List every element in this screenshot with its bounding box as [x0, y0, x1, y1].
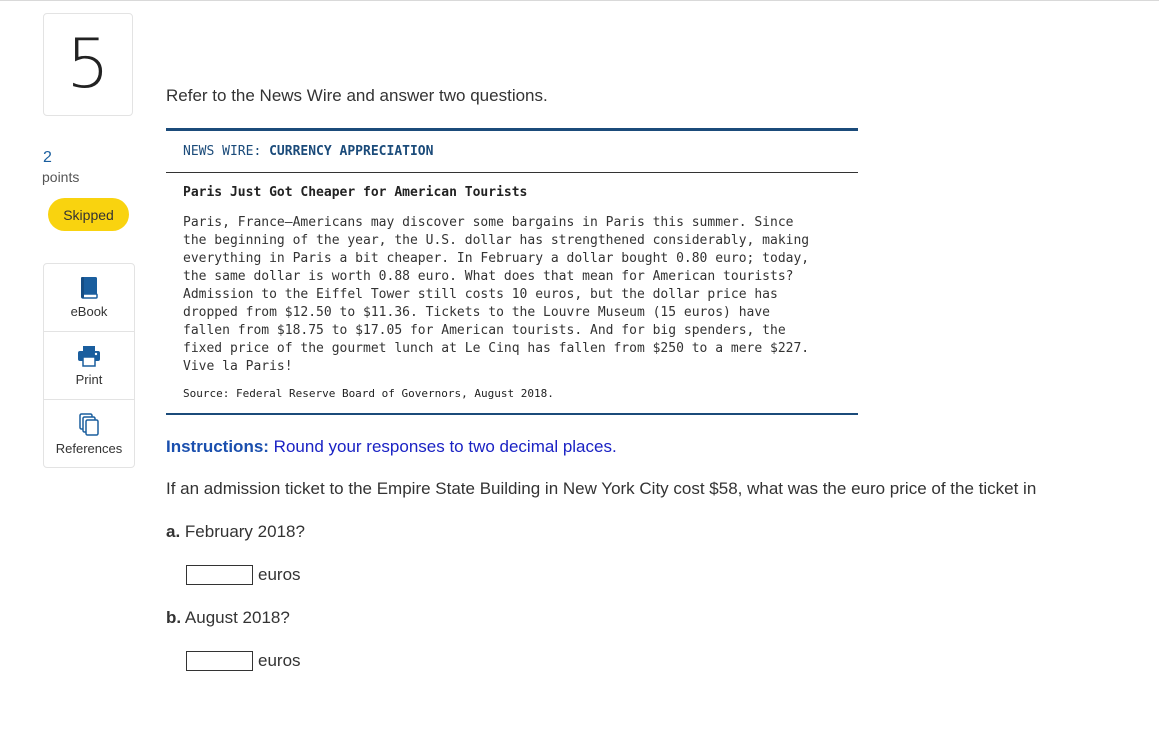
question-number: 5 — [66, 24, 110, 104]
status-badge: Skipped — [48, 198, 129, 231]
news-wire-header — [183, 144, 433, 159]
question-number-box — [43, 13, 133, 116]
part-b-text: August 2018? — [181, 608, 290, 627]
ebook-label: eBook — [70, 304, 108, 319]
part-b-letter: b. — [166, 608, 182, 627]
printer-icon — [77, 344, 101, 368]
intro-text: Refer to the News Wire and answer two questions. — [166, 86, 548, 105]
points-label: points — [42, 169, 80, 185]
references-button[interactable] — [44, 400, 134, 468]
instructions — [166, 437, 617, 457]
news-wire-label: NEWS WIRE: — [183, 144, 270, 159]
part-a-letter: a. — [166, 522, 181, 541]
part-a-answer — [186, 565, 301, 585]
part-a-text: February 2018? — [180, 522, 305, 541]
part-a-label — [166, 522, 305, 542]
news-wire-body: Paris, France—Americans may discover some bargains in Paris this summer. Since the beginning of the year, the U.S. dollar has strengthened considerably, making everything in Paris a bit cheaper. In February a dollar bought 0.80 euro; today, the same dollar is worth 0.88 euro. What does that mean for American tourists? Admission to the Eiffel Tower still costs 10 euros, but the dollar price has dropped from $12.50 to $11.36. Tickets to the Louvre Museum (15 euros) have fallen from $18.75 to $17.05 for American tourists. And for big spenders, the fixed price of the gourmet lunch at Le Cinq has fallen from $250 to a mere $227. Vive la Paris! — [183, 215, 810, 374]
instructions-text: Round your responses to two decimal places. — [268, 437, 617, 456]
instructions-label: Instructions: — [166, 437, 269, 456]
ebook-button[interactable] — [44, 264, 134, 332]
news-wire-source: Source: Federal Reserve Board of Governors, August 2018. — [183, 387, 554, 400]
question-text: If an admission ticket to the Empire State Building in New York City cost $58, what was the euro price of the ticket in — [166, 479, 1037, 498]
news-wire-divider — [166, 172, 858, 173]
print-button[interactable] — [44, 332, 134, 400]
news-wire-topic: CURRENCY APPRECIATION — [269, 144, 434, 159]
tools-panel — [43, 263, 135, 468]
part-a-unit: euros — [258, 565, 301, 584]
part-a-input[interactable] — [186, 565, 253, 585]
part-b-answer — [186, 651, 301, 671]
part-b-input[interactable] — [186, 651, 253, 671]
references-label: References — [55, 440, 123, 456]
print-label: Print — [75, 372, 103, 387]
part-b-unit: euros — [258, 651, 301, 670]
news-wire-headline: Paris Just Got Cheaper for American Tourists — [183, 185, 528, 200]
top-divider — [0, 0, 1159, 1]
copy-icon — [77, 413, 101, 437]
points-value: 2 — [43, 149, 52, 166]
news-wire-box — [166, 128, 858, 415]
part-b-label — [166, 608, 290, 628]
book-icon — [77, 276, 101, 300]
